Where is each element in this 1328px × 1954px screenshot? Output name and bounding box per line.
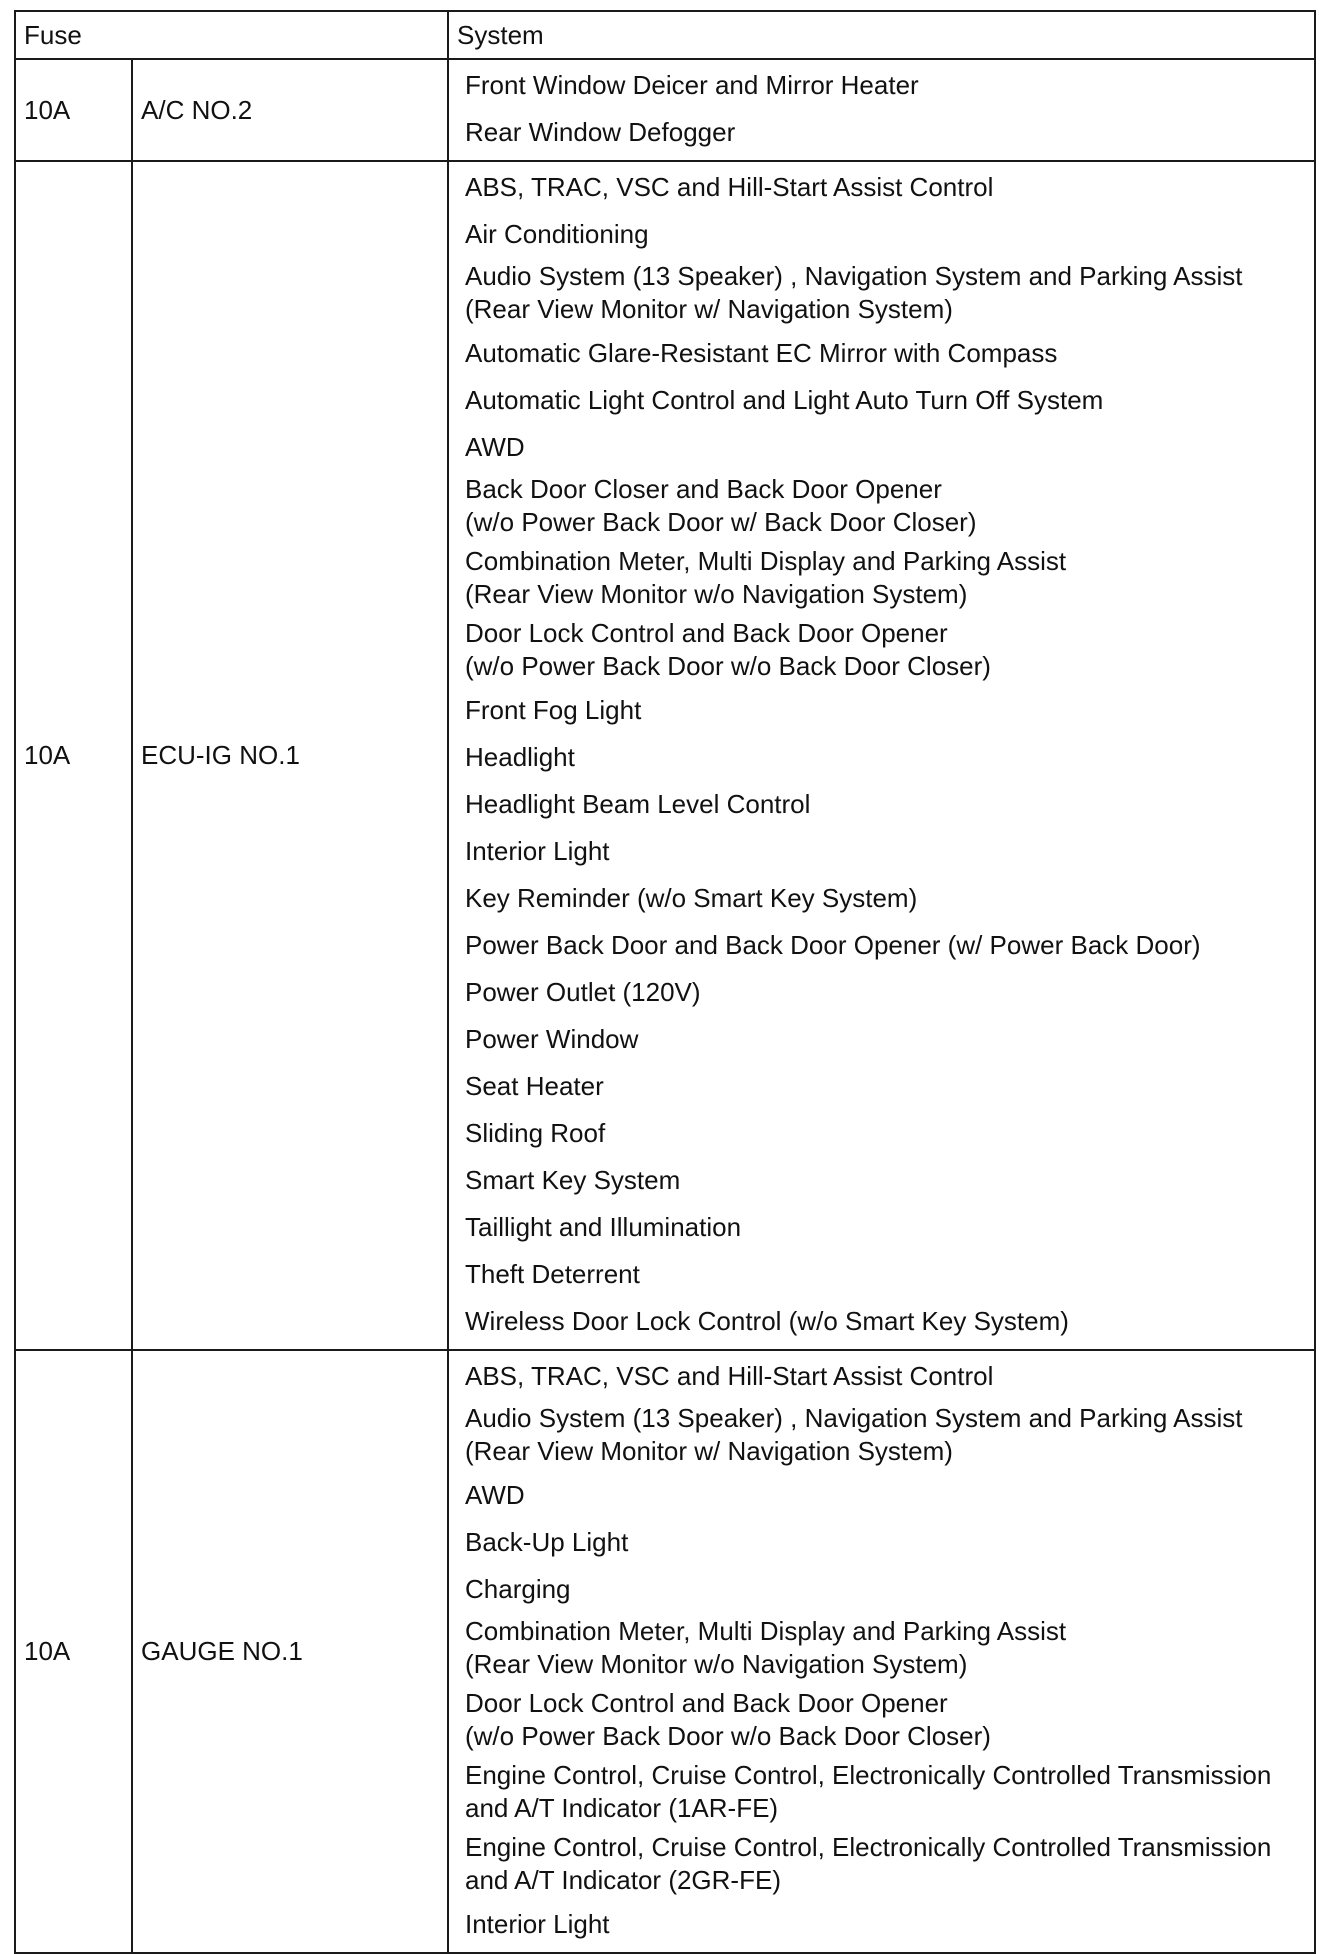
system-item-label: ABS, TRAC, VSC and Hill-Start Assist Control: [465, 1361, 994, 1391]
header-fuse: Fuse: [15, 11, 448, 59]
system-item: [457, 734, 1314, 781]
system-item: [457, 1157, 1314, 1204]
system-item-label: Engine Control, Cruise Control, Electronically Controlled Transmission and A/T Indicator (1AR-FE): [465, 1760, 1272, 1823]
header-system: System: [448, 11, 1315, 59]
system-item-label: Power Window: [465, 1024, 639, 1054]
system-item-label: Combination Meter, Multi Display and Parking Assist (Rear View Monitor w/o Navigation System): [465, 546, 1067, 609]
system-list-cell: [448, 1350, 1315, 1953]
system-item-label: Taillight and Illumination: [465, 1212, 742, 1242]
system-item: [457, 1757, 1314, 1829]
system-item-label: AWD: [465, 432, 525, 462]
fuse-group-row: [15, 1350, 1315, 1953]
system-item: [457, 615, 1314, 687]
system-item: [457, 828, 1314, 875]
system-item: [457, 1400, 1314, 1472]
system-list: [457, 1351, 1314, 1952]
header-row: [15, 11, 1315, 59]
system-item-label: Back Door Closer and Back Door Opener (w/o Power Back Door w/ Back Door Closer): [465, 474, 977, 537]
system-list-cell: [448, 161, 1315, 1350]
system-item: [457, 781, 1314, 828]
system-item: [457, 1901, 1314, 1948]
system-item: [457, 1472, 1314, 1519]
system-list-cell: [448, 59, 1315, 161]
system-item-label: Theft Deterrent: [465, 1259, 640, 1289]
system-item-label: Headlight Beam Level Control: [465, 789, 811, 819]
fuse-table: [14, 10, 1316, 1954]
system-item-label: Automatic Light Control and Light Auto Turn Off System: [465, 385, 1104, 415]
system-list: [457, 60, 1314, 160]
system-item-label: Front Window Deicer and Mirror Heater: [465, 70, 919, 100]
system-item-label: Door Lock Control and Back Door Opener (w/o Power Back Door w/o Back Door Closer): [465, 1688, 991, 1751]
system-item: [457, 377, 1314, 424]
system-item: [457, 1519, 1314, 1566]
system-item-label: Charging: [465, 1574, 571, 1604]
system-item: [457, 1063, 1314, 1110]
system-item: [457, 1251, 1314, 1298]
system-item-label: Key Reminder (w/o Smart Key System): [465, 883, 918, 913]
fuse-group-row: [15, 59, 1315, 161]
system-item: [457, 969, 1314, 1016]
system-item-label: Headlight: [465, 742, 575, 772]
system-item: [457, 62, 1314, 109]
system-item: [457, 1110, 1314, 1157]
system-list: [457, 162, 1314, 1349]
system-item: [457, 471, 1314, 543]
system-item-label: Audio System (13 Speaker) , Navigation System and Parking Assist (Rear View Monitor w/ Navigation System): [465, 261, 1243, 324]
system-item-label: Seat Heater: [465, 1071, 604, 1101]
system-item: [457, 875, 1314, 922]
system-item: [457, 1016, 1314, 1063]
system-item-label: Interior Light: [465, 836, 610, 866]
system-item: [457, 1204, 1314, 1251]
system-item-label: Engine Control, Cruise Control, Electronically Controlled Transmission and A/T Indicator (2GR-FE): [465, 1832, 1272, 1895]
fuse-group-row: [15, 161, 1315, 1350]
system-item-label: Back-Up Light: [465, 1527, 629, 1557]
system-item: [457, 164, 1314, 211]
system-item-label: Door Lock Control and Back Door Opener (w/o Power Back Door w/o Back Door Closer): [465, 618, 991, 681]
fuse-amperage: 10A: [15, 59, 132, 161]
system-item-label: Wireless Door Lock Control (w/o Smart Key System): [465, 1306, 1069, 1336]
system-item-label: Interior Light: [465, 1909, 610, 1939]
system-item-label: Rear Window Defogger: [465, 117, 736, 147]
system-item-label: Power Outlet (120V): [465, 977, 701, 1007]
fuse-amperage: 10A: [15, 1350, 132, 1953]
system-item-label: Power Back Door and Back Door Opener (w/ Power Back Door): [465, 930, 1201, 960]
fuse-name: A/C NO.2: [132, 59, 448, 161]
system-item: [457, 1829, 1314, 1901]
system-item: [457, 330, 1314, 377]
system-item-label: Combination Meter, Multi Display and Parking Assist (Rear View Monitor w/o Navigation System): [465, 1616, 1067, 1679]
system-item: [457, 424, 1314, 471]
fuse-name: ECU-IG NO.1: [132, 161, 448, 1350]
system-item-label: Smart Key System: [465, 1165, 681, 1195]
system-item-label: Sliding Roof: [465, 1118, 606, 1148]
fuse-table-body: [15, 59, 1315, 1953]
fuse-amperage: 10A: [15, 161, 132, 1350]
system-item-label: Air Conditioning: [465, 219, 649, 249]
system-item: [457, 1353, 1314, 1400]
system-item-label: Front Fog Light: [465, 695, 642, 725]
system-item: [457, 922, 1314, 969]
system-item: [457, 543, 1314, 615]
system-item-label: ABS, TRAC, VSC and Hill-Start Assist Control: [465, 172, 994, 202]
system-item-label: AWD: [465, 1480, 525, 1510]
system-item: [457, 1685, 1314, 1757]
system-item: [457, 687, 1314, 734]
system-item: [457, 1298, 1314, 1345]
system-item: [457, 109, 1314, 156]
fuse-name: GAUGE NO.1: [132, 1350, 448, 1953]
system-item-label: Automatic Glare-Resistant EC Mirror with Compass: [465, 338, 1058, 368]
system-item-label: Audio System (13 Speaker) , Navigation System and Parking Assist (Rear View Monitor w/ Navigation System): [465, 1403, 1243, 1466]
system-item: [457, 1566, 1314, 1613]
system-item: [457, 1613, 1314, 1685]
system-item: [457, 258, 1314, 330]
system-item: [457, 211, 1314, 258]
